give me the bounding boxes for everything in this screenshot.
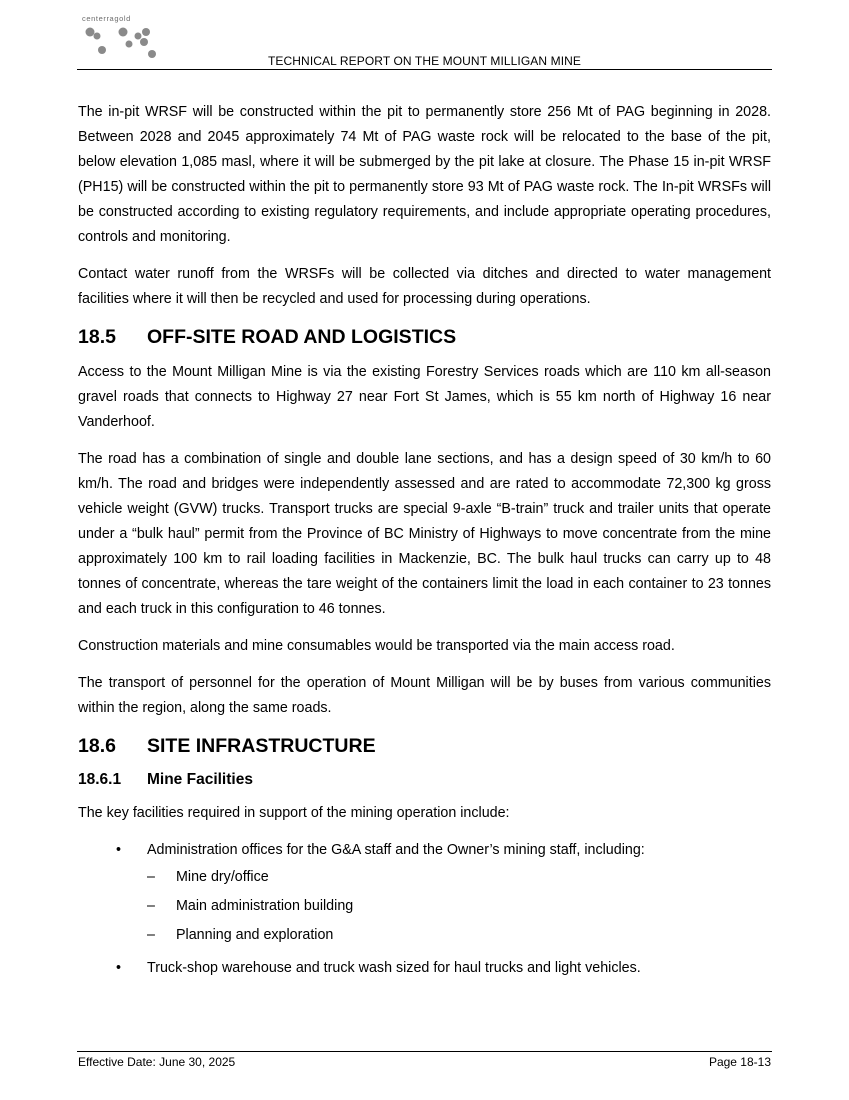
subsection-number: 18.6.1: [78, 771, 122, 788]
bullet-icon: •: [116, 960, 122, 976]
sub-list: [147, 865, 771, 948]
header-rule: [77, 69, 772, 70]
section-title: SITE INFRASTRUCTURE: [147, 735, 376, 757]
section-heading-18-5: [78, 324, 771, 350]
facilities-list: [78, 838, 771, 981]
list-item: [78, 956, 771, 981]
dash-icon: –: [147, 927, 155, 943]
paragraph-road: The road has a combination of single and double lane sections, and has a design speed of 30 km/h to 60 km/h. The road and bridges were independently assessed and are rated to accommodate 72,300 kg gross vehicle weight (GVW) trucks. Transport trucks are special 9-axle “B-train” truck and trailer units that operate under a “bulk haul” permit from the Province of BC Ministry of Highways to move concentrate from the mine approximately 100 km to rail loading facilities in Mackenzie, BC. The bulk haul trucks can carry up to 48 tonnes of concentrate, whereas the tare weight of the containers limit the load in each container to 23 tonnes and each truck in this configuration to 46 tonnes.: [78, 451, 771, 617]
sub-list-item-text: Planning and exploration: [176, 927, 334, 943]
paragraph-personnel-transport: The transport of personnel for the operation of Mount Milligan will be by buses from various communities within the region, along the same roads.: [78, 675, 771, 716]
footer-rule: [77, 1051, 772, 1052]
section-number: 18.6: [78, 735, 116, 757]
list-item: [78, 838, 771, 948]
section-number: 18.5: [78, 326, 116, 348]
section-title: OFF-SITE ROAD AND LOGISTICS: [147, 326, 457, 348]
paragraph-contact-water: Contact water runoff from the WRSFs will be collected via ditches and directed to water management facilities where it will then be recycled and used for processing during operations.: [78, 266, 771, 307]
paragraph-key-facilities: The key facilities required in support of the mining operation include:: [78, 805, 510, 821]
dash-icon: –: [147, 869, 155, 885]
sub-list-item-text: Mine dry/office: [176, 869, 269, 885]
logo-wordmark: centerragold: [82, 14, 131, 23]
header-title: TECHNICAL REPORT ON THE MOUNT MILLIGAN MINE: [267, 54, 581, 68]
bullet-icon: •: [116, 842, 122, 858]
sub-list-item-text: Main administration building: [176, 898, 354, 914]
list-item-text: Truck-shop warehouse and truck wash sized for haul trucks and light vehicles.: [147, 960, 641, 976]
list-item-text: Administration offices for the G&A staff and the Owner’s mining staff, including:: [147, 842, 645, 858]
sub-list-item: [147, 865, 771, 890]
subsection-heading-18-6-1: [78, 769, 771, 791]
paragraph-construction-materials: Construction materials and mine consumables would be transported via the main access road.: [78, 638, 675, 654]
paragraph-access: Access to the Mount Milligan Mine is via the existing Forestry Services roads which are 110 km all-season gravel roads that connects to Highway 27 near Fort St James, which is 55 km north of Highway 16 near Vanderhoof.: [78, 364, 771, 430]
paragraph-in-pit-wrsf: The in-pit WRSF will be constructed within the pit to permanently store 256 Mt of PAG beginning in 2028. Between 2028 and 2045 approximately 74 Mt of PAG waste rock will be relocated to the base of the pit, below elevation 1,085 masl, where it will be submerged by the pit lake at closure. The Phase 15 in-pit WRSF (PH15) will be constructed within the pit to permanently store 93 Mt of PAG waste rock. The In-pit WRSFs will be constructed according to existing regulatory requirements, and include appropriate operating procedures, controls and monitoring.: [78, 104, 771, 245]
footer-page-number: Page 18-13: [708, 1055, 771, 1069]
subsection-title: Mine Facilities: [147, 771, 253, 788]
footer-effective-date: Effective Date: June 30, 2025: [78, 1055, 236, 1069]
section-heading-18-6: [78, 733, 771, 759]
dash-icon: –: [147, 898, 155, 914]
sub-list-item: [147, 894, 771, 919]
sub-list-item: [147, 923, 771, 948]
page-content: [78, 100, 771, 985]
